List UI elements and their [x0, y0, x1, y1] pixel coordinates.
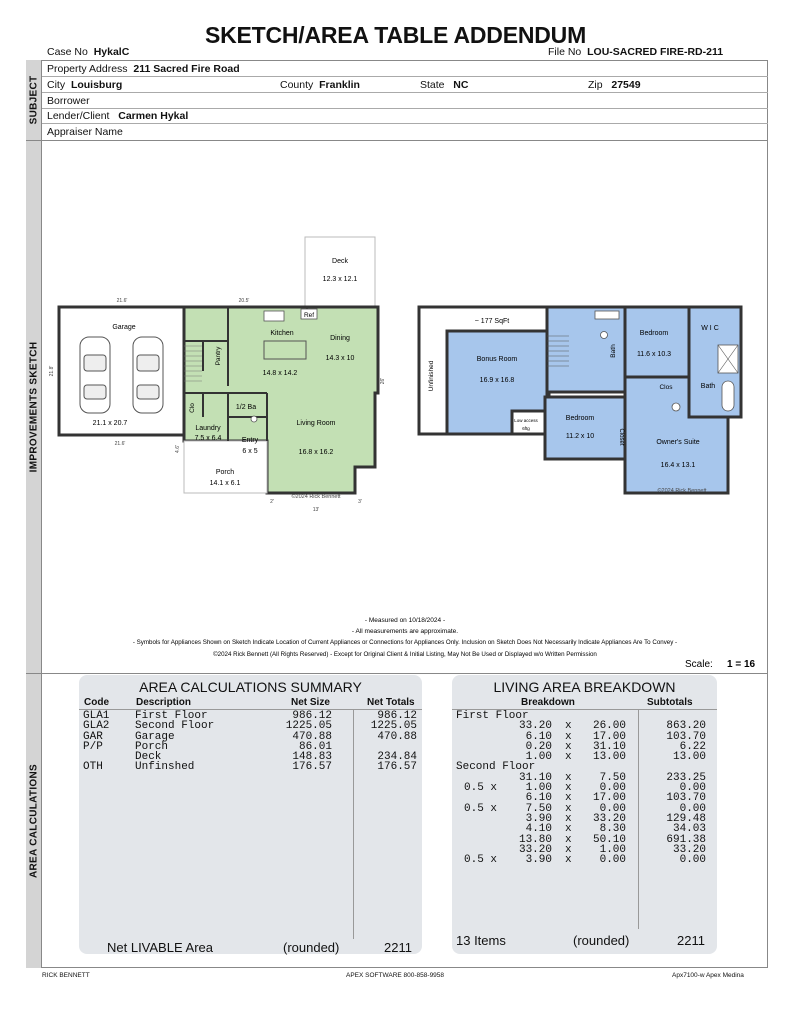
- cell-b: 0.00: [599, 802, 626, 815]
- living-area-title: LIVING AREA BREAKDOWN: [493, 679, 676, 695]
- clo-label: Clo: [189, 403, 196, 413]
- cell-pre: 0.5 x: [464, 802, 498, 815]
- note-appliances: - Symbols for Appliances Shown on Sketch Indicate Location of Current Appliances or Connections for Appliances Only. Inclusion on Sketch Does Not Necessarily Indicate Appliances Are To Convey -: [132, 639, 678, 646]
- second-floor-living-area: [447, 307, 741, 493]
- cell-b: 7.50: [599, 771, 626, 784]
- breakdown-total: 2211: [677, 933, 705, 948]
- svg-text:21.6': 21.6': [116, 298, 128, 304]
- cell-x: x: [565, 802, 572, 815]
- entry-label: Entry: [241, 437, 259, 444]
- laundry-dim: 7.5 x 6.4: [194, 435, 222, 442]
- cell-a: 3.90: [525, 854, 552, 867]
- living-area-table: [452, 711, 717, 865]
- sink-icon: [264, 311, 284, 321]
- kitchen-dim: 14.8 x 14.2: [262, 370, 298, 377]
- cell-x: x: [565, 782, 572, 795]
- subject-sidebar: SUBJECT: [26, 60, 42, 140]
- cell-x: x: [565, 740, 572, 753]
- cell-x: x: [565, 833, 572, 846]
- cell-a: 31.10: [518, 771, 552, 784]
- area-summary-table: [79, 711, 422, 773]
- cell-pre: 0.5 x: [464, 854, 498, 867]
- cell-b: 26.00: [592, 720, 626, 733]
- closet-label: Closet: [618, 428, 624, 446]
- bedroom2-dim: 11.2 x 10: [565, 433, 595, 440]
- cell-a: 33.20: [518, 720, 552, 733]
- scale-value: 1 = 16: [727, 659, 756, 670]
- cell-code: GLA1: [83, 710, 110, 722]
- cell-net: 986.12: [292, 710, 332, 722]
- cell-a: 7.50: [525, 802, 552, 815]
- cell-b: 31.10: [592, 740, 626, 753]
- half-bath-label: 1/2 Ba: [235, 404, 257, 411]
- living-room-dim: 16.8 x 16.2: [298, 449, 334, 456]
- cell-sub: 33.20: [672, 843, 706, 856]
- cell-b: 8.30: [599, 823, 626, 836]
- owners-suite-dim: 16.4 x 13.1: [660, 462, 696, 469]
- breakdown-rounded: (rounded): [573, 933, 630, 948]
- cell-code: P/P: [83, 740, 103, 753]
- net-livable-rounded: (rounded): [283, 940, 340, 955]
- svg-text:3': 3': [358, 499, 362, 505]
- cell-b: 17.00: [592, 792, 626, 805]
- cell-desc: First Floor: [135, 710, 208, 722]
- bathtub-icon: [595, 311, 619, 319]
- cell-sub: 129.48: [666, 812, 706, 825]
- cell-tot: 1225.05: [370, 720, 417, 733]
- cell-a: 4.10: [525, 823, 552, 836]
- living-room-label: Living Room: [296, 420, 336, 427]
- cell-b: 0.00: [599, 854, 626, 867]
- case-number: Case No HykalC: [47, 46, 130, 58]
- bonus-room-label: Bonus Room: [476, 356, 518, 363]
- second-floor-copyright: ©2024 Rick Bennett: [657, 488, 707, 494]
- note-measured: - Measured on 10/18/2024 -: [364, 617, 446, 624]
- borrower-field: Borrower: [47, 95, 90, 107]
- zip-field: Zip 27549: [588, 79, 641, 91]
- bedroom1-label: Bedroom: [639, 330, 669, 337]
- deck-area: [305, 237, 375, 307]
- cell-x: x: [565, 843, 572, 856]
- table-row: [79, 721, 422, 731]
- sketch-sidebar: IMPROVEMENTS SKETCH: [26, 140, 42, 673]
- second-floor-plan: [419, 307, 741, 494]
- svg-text:20.5': 20.5': [238, 298, 250, 304]
- items-count: 13 Items: [456, 933, 506, 948]
- cell-sub: 0.00: [679, 802, 706, 815]
- porch-label: Porch: [215, 469, 235, 476]
- first-floor-copyright: ©2024 Rick Bennett: [291, 494, 341, 500]
- table-row: [79, 732, 422, 742]
- cell-a: 6.10: [525, 730, 552, 743]
- cell-a: 0.20: [525, 740, 552, 753]
- living-area-panel: LIVING AREA BREAKDOWN Breakdown Subtotals First Floor 33.20 x 26.00 863.20 6.10 x 17.00 103.70 0.20 x 31.10 6.22 1.00 x 13.00 13.00 Second Floor 31.10 x 7.50 233.25 0.5 x 1.00 x 0.00 0.00 6.10 x 17.00 103.70 0.5 x 7.50 x 0.00 0.00 3.90 x 33.20 129.48 4.10 x 8.30 34.03 13.80 x 50.10 691.38 33.20 x 1.00 33.20 0.5 x 3.90 x 0.00 0.00 13 Items (rounded) 2211: [452, 675, 717, 954]
- cell-a: 3.90: [525, 812, 552, 825]
- bath-label: Bath: [610, 344, 617, 358]
- cell-sub: 691.38: [666, 833, 706, 846]
- page-title: SKETCH/AREA TABLE ADDENDUM: [204, 22, 587, 48]
- cell-tot: 470.88: [377, 730, 417, 743]
- cell-b: 13.00: [592, 751, 626, 764]
- toilet-icon: [251, 416, 257, 422]
- cell-b: 17.00: [592, 730, 626, 743]
- svg-text:13': 13': [312, 507, 320, 513]
- deck-dim: 12.3 x 12.1: [322, 276, 358, 283]
- cell-desc: Deck: [135, 751, 162, 764]
- bath2-label: Bath: [700, 383, 716, 390]
- porch-dim: 14.1 x 6.1: [209, 480, 241, 487]
- cell-x: x: [565, 751, 572, 764]
- entry-dim: 6 x 5: [242, 448, 258, 455]
- clos-label: Clos: [659, 384, 673, 391]
- cell-sub: 0.00: [679, 854, 706, 867]
- property-address: Property Address 211 Sacred Fire Road: [47, 63, 240, 75]
- cell-desc: Garage: [135, 730, 175, 743]
- pantry-label: Pantry: [215, 346, 222, 366]
- cell-a: 33.20: [518, 843, 552, 856]
- cell-x: x: [565, 823, 572, 836]
- cell-x: x: [565, 812, 572, 825]
- cell-desc: Second Floor: [135, 720, 215, 733]
- cell-desc: Unfinshed: [135, 761, 195, 774]
- sqft-note: ~ 177 SqFt: [474, 318, 510, 325]
- cell-sub: 6.22: [679, 740, 706, 753]
- table-row: [452, 732, 717, 742]
- appraiser-field: Appraiser Name: [47, 126, 123, 138]
- cell-label: Second Floor: [456, 761, 536, 774]
- cell-sub: 233.25: [666, 771, 706, 784]
- svg-text:21.6': 21.6': [114, 441, 126, 447]
- laundry-label: Laundry: [195, 425, 221, 432]
- bedroom1-dim: 11.6 x 10.3: [636, 351, 672, 358]
- cell-sub: 103.70: [666, 792, 706, 805]
- scale-label: Scale:: [685, 659, 713, 670]
- deck-label: Deck: [332, 258, 348, 265]
- first-floor-plan: [49, 237, 386, 513]
- cell-a: 1.00: [525, 782, 552, 795]
- cell-x: x: [565, 792, 572, 805]
- cell-code: OTH: [83, 761, 103, 774]
- cell-code: GLA2: [83, 720, 110, 733]
- county-field: County Franklin: [280, 79, 360, 91]
- cell-pre: 0.5 x: [464, 782, 498, 795]
- file-number: File No LOU-SACRED FIRE-RD-211: [548, 46, 724, 58]
- cell-b: 33.20: [592, 812, 626, 825]
- table-row: [79, 742, 422, 752]
- cell-x: x: [565, 854, 572, 867]
- dining-label: Dining: [330, 335, 350, 342]
- floor-plan-sketch: [42, 141, 768, 673]
- cell-net: 86.01: [298, 740, 332, 753]
- cell-sub: 0.00: [679, 782, 706, 795]
- table-row: [79, 762, 422, 772]
- low-access-label: Low access: [514, 418, 538, 423]
- cell-sub: 863.20: [666, 720, 706, 733]
- lender-field: Lender/Client Carmen Hykal: [47, 110, 189, 122]
- cell-a: 1.00: [525, 751, 552, 764]
- cell-b: 50.10: [592, 833, 626, 846]
- cell-label: First Floor: [456, 710, 529, 722]
- cell-net: 148.83: [292, 751, 332, 764]
- cell-tot: 176.57: [377, 761, 417, 774]
- note-copyright: ©2024 Rick Bennett (All Rights Reserved) - Except for Original Client & Initial Listing, May Not Be Used or Displayed w/o Written Permission: [213, 651, 597, 658]
- net-livable-value: 2211: [384, 940, 412, 955]
- cell-sub: 103.70: [666, 730, 706, 743]
- wic-label: W I C: [701, 325, 719, 332]
- area-summary-title: AREA CALCULATIONS SUMMARY: [139, 679, 362, 695]
- cell-sub: 13.00: [672, 751, 706, 764]
- cell-net: 176.57: [292, 761, 332, 774]
- cell-x: x: [565, 730, 572, 743]
- cell-tot: 234.84: [377, 751, 417, 764]
- cell-a: 6.10: [525, 792, 552, 805]
- area-sidebar: AREA CALCULATIONS: [26, 673, 42, 968]
- kitchen-label: Kitchen: [270, 330, 294, 337]
- dining-dim: 14.3 x 10: [325, 355, 355, 362]
- low-access-sub: 6ftg: [522, 426, 530, 431]
- footer-form: Apx7100-w Apex Medina: [672, 972, 744, 979]
- svg-text:21.8': 21.8': [49, 365, 55, 377]
- owners-suite-label: Owner's Suite: [656, 439, 700, 446]
- net-livable-label: Net LIVABLE Area: [107, 940, 213, 955]
- bonus-room-dim: 16.9 x 16.8: [479, 377, 515, 384]
- area-summary-panel: AREA CALCULATIONS SUMMARY Code Description Net Size Net Totals GLA1 First Floor 986.12 986.12 GLA2 Second Floor 1225.05 1225.05 GAR Garage 470.88 470.88 P/P Porch 86.01 Deck 148.83 234.84 OTH Unfinshed 176.57 176.57 Net LIVABLE Area (rounded) 2211: [79, 675, 422, 954]
- kitchen-island: [264, 341, 306, 359]
- footer-software: APEX SOFTWARE 800-858-9958: [346, 972, 445, 979]
- cell-desc: Porch: [135, 740, 169, 753]
- cell-net: 470.88: [292, 730, 332, 743]
- cell-sub: 34.03: [672, 823, 706, 836]
- unfinished-label: Unfinished: [428, 360, 435, 392]
- cell-tot: 986.12: [377, 710, 417, 722]
- cell-code: GAR: [83, 730, 103, 743]
- table-row: [452, 855, 717, 865]
- garage-dim: 21.1 x 20.7: [92, 420, 128, 427]
- svg-text:4.6': 4.6': [175, 445, 181, 453]
- state-field: State NC: [420, 79, 469, 91]
- cell-a: 13.80: [518, 833, 552, 846]
- bedroom2-label: Bedroom: [565, 415, 595, 422]
- ref-label: Ref: [303, 312, 315, 319]
- cell-b: 0.00: [599, 782, 626, 795]
- svg-text:2': 2': [270, 499, 274, 505]
- table-row: [79, 752, 422, 762]
- note-approx: - All measurements are approximate.: [351, 628, 459, 635]
- garage-label: Garage: [112, 324, 136, 331]
- cell-net: 1225.05: [285, 720, 332, 733]
- city-field: City Louisburg: [47, 79, 123, 91]
- cell-b: 1.00: [599, 843, 626, 856]
- footer-appraiser: RICK BENNETT: [42, 972, 90, 979]
- svg-text:26': 26': [380, 377, 386, 385]
- cell-x: x: [565, 720, 572, 733]
- cell-x: x: [565, 771, 572, 784]
